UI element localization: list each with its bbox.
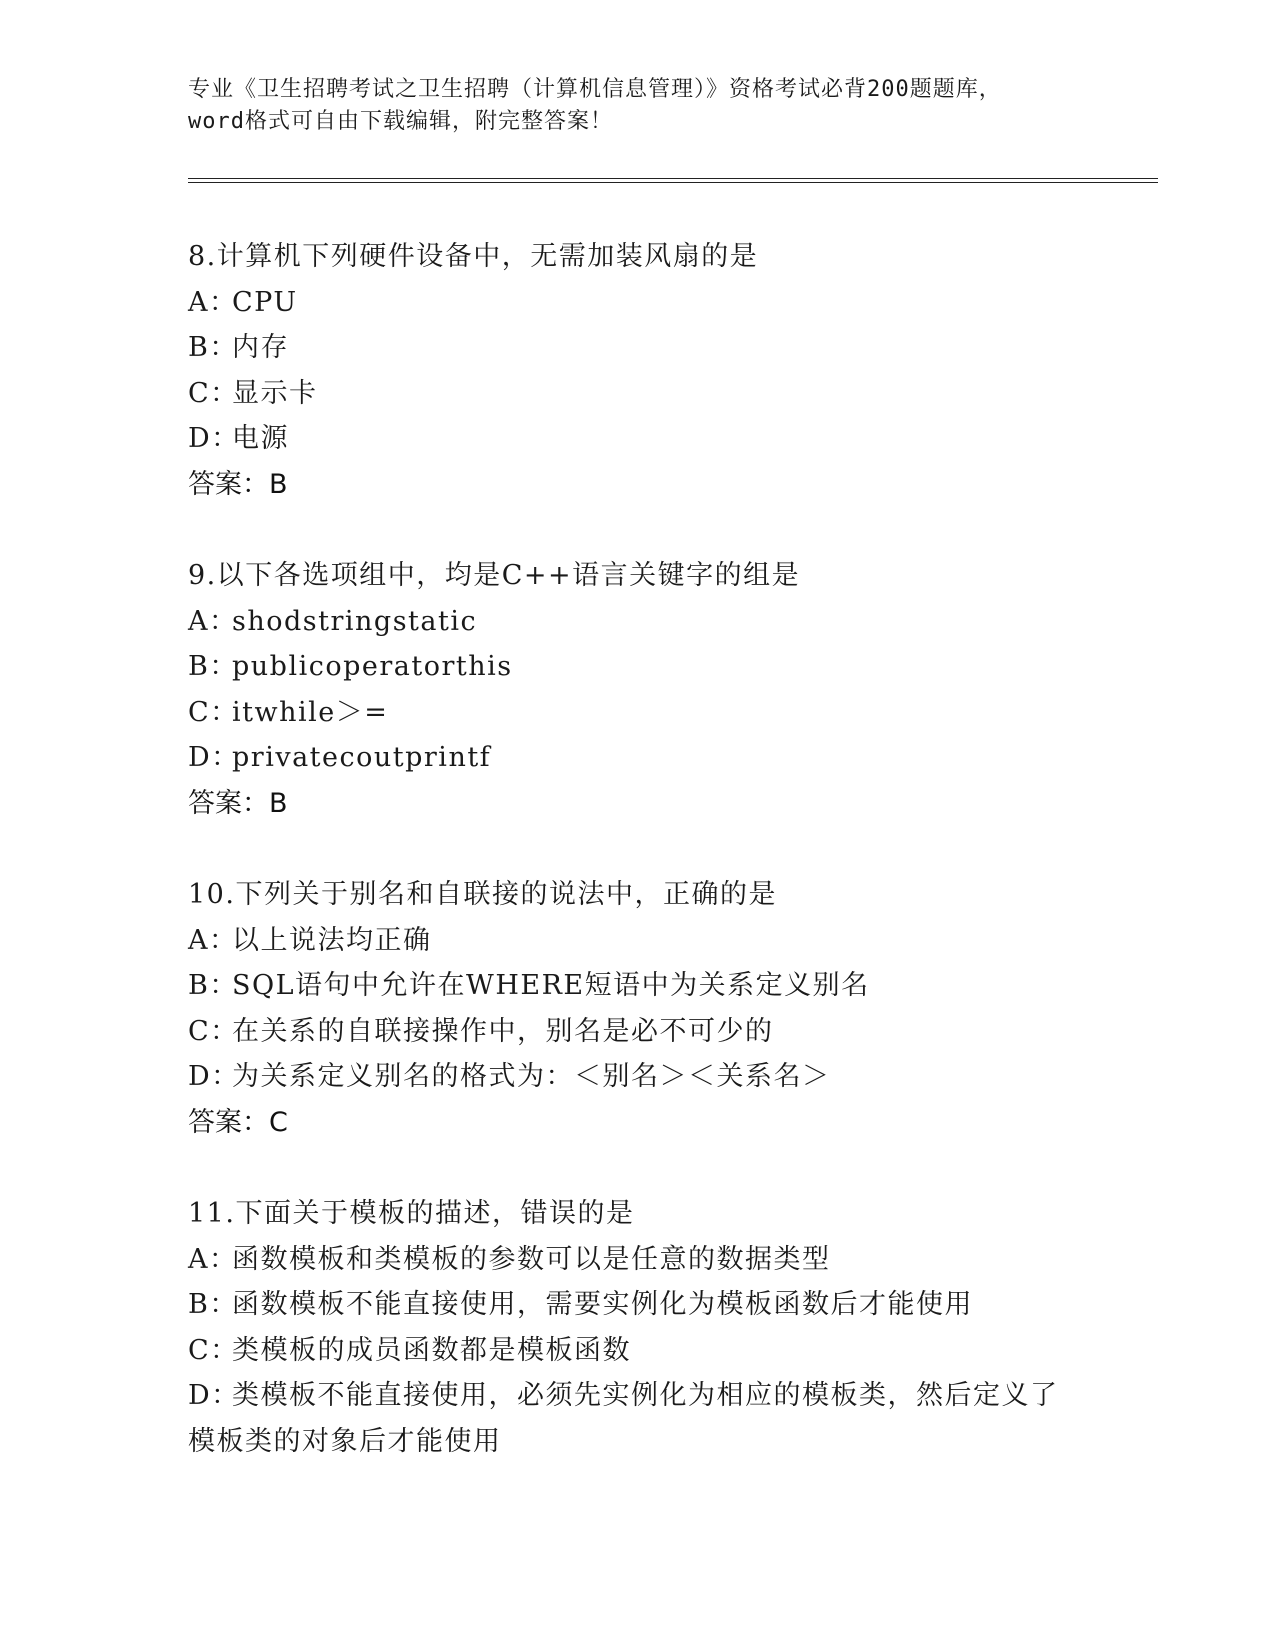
option-a [188, 1237, 1158, 1283]
option-key: D： [188, 742, 240, 773]
question-stem: 11.下面关于模板的描述，错误的是 [188, 1198, 635, 1229]
option-text: publicoperatorthis [232, 651, 513, 682]
option-text: 以上说法均正确 [232, 924, 432, 956]
option-key: C： [188, 377, 239, 409]
option-key: B： [188, 1289, 238, 1320]
option-a [188, 280, 1158, 326]
option-b [188, 644, 1158, 690]
option-text: shodstringstatic [232, 605, 478, 637]
option-text: 类模板不能直接使用，必须先实例化为相应的模板类，然后定义了模板类的对象后才能使用 [188, 1380, 1059, 1457]
option-a [188, 918, 1158, 964]
option-d [188, 1054, 1158, 1100]
answer: 答案：B [188, 787, 288, 819]
document-header [188, 74, 1148, 138]
option-text: 函数模板和类模板的参数可以是任意的数据类型 [232, 1243, 831, 1275]
option-d [188, 416, 1158, 462]
option-key: C： [188, 696, 239, 728]
option-text: 在关系的自联接操作中，别名是必不可少的 [232, 1015, 774, 1047]
question-9 [188, 553, 1158, 826]
option-text: 电源 [232, 423, 289, 454]
option-c [188, 371, 1158, 417]
option-c [188, 1009, 1158, 1055]
option-c [188, 690, 1158, 736]
option-key: B： [188, 651, 238, 682]
question-stem: 8.计算机下列硬件设备中，无需加装风扇的是 [188, 241, 759, 272]
option-d [188, 735, 1158, 781]
answer: 答案：C [188, 1106, 288, 1138]
option-key: D： [188, 1061, 240, 1092]
option-key: D： [188, 423, 240, 454]
option-key: D： [188, 1380, 240, 1411]
option-key: A： [188, 1243, 238, 1275]
option-text: CPU [232, 286, 298, 318]
option-b [188, 325, 1158, 371]
question-10 [188, 872, 1158, 1145]
header-line-1: 专业《卫生招聘考试之卫生招聘（计算机信息管理）》资格考试必背200题题库， [188, 77, 1002, 102]
question-8 [188, 234, 1158, 507]
option-a [188, 599, 1158, 645]
option-key: A： [188, 924, 238, 956]
option-key: A： [188, 605, 238, 637]
header-divider [188, 178, 1158, 183]
option-key: C： [188, 1015, 239, 1047]
option-c [188, 1328, 1158, 1374]
answer: 答案：B [188, 468, 288, 500]
option-text: 函数模板不能直接使用，需要实例化为模板函数后才能使用 [232, 1289, 973, 1320]
option-key: C： [188, 1334, 239, 1366]
option-key: B： [188, 970, 238, 1001]
option-text: 类模板的成员函数都是模板函数 [232, 1334, 631, 1366]
option-key: B： [188, 332, 238, 363]
option-key: A： [188, 286, 238, 318]
question-stem: 10.下列关于别名和自联接的说法中，正确的是 [188, 879, 777, 910]
option-text: 显示卡 [232, 377, 318, 409]
option-text: 内存 [232, 332, 289, 363]
option-text: SQL语句中允许在WHERE短语中为关系定义别名 [232, 970, 870, 1001]
option-d [188, 1373, 1068, 1464]
option-b [188, 963, 1158, 1009]
option-text: privatecoutprintf [232, 742, 492, 773]
option-b [188, 1282, 1158, 1328]
question-11 [188, 1191, 1158, 1464]
question-stem: 9.以下各选项组中，均是C++语言关键字的组是 [188, 560, 801, 591]
question-list [188, 234, 1158, 1510]
option-text: 为关系定义别名的格式为：＜别名＞＜关系名＞ [232, 1061, 831, 1092]
header-line-2: word格式可自由下载编辑，附完整答案！ [188, 109, 613, 134]
option-text: itwhile＞= [232, 696, 389, 728]
